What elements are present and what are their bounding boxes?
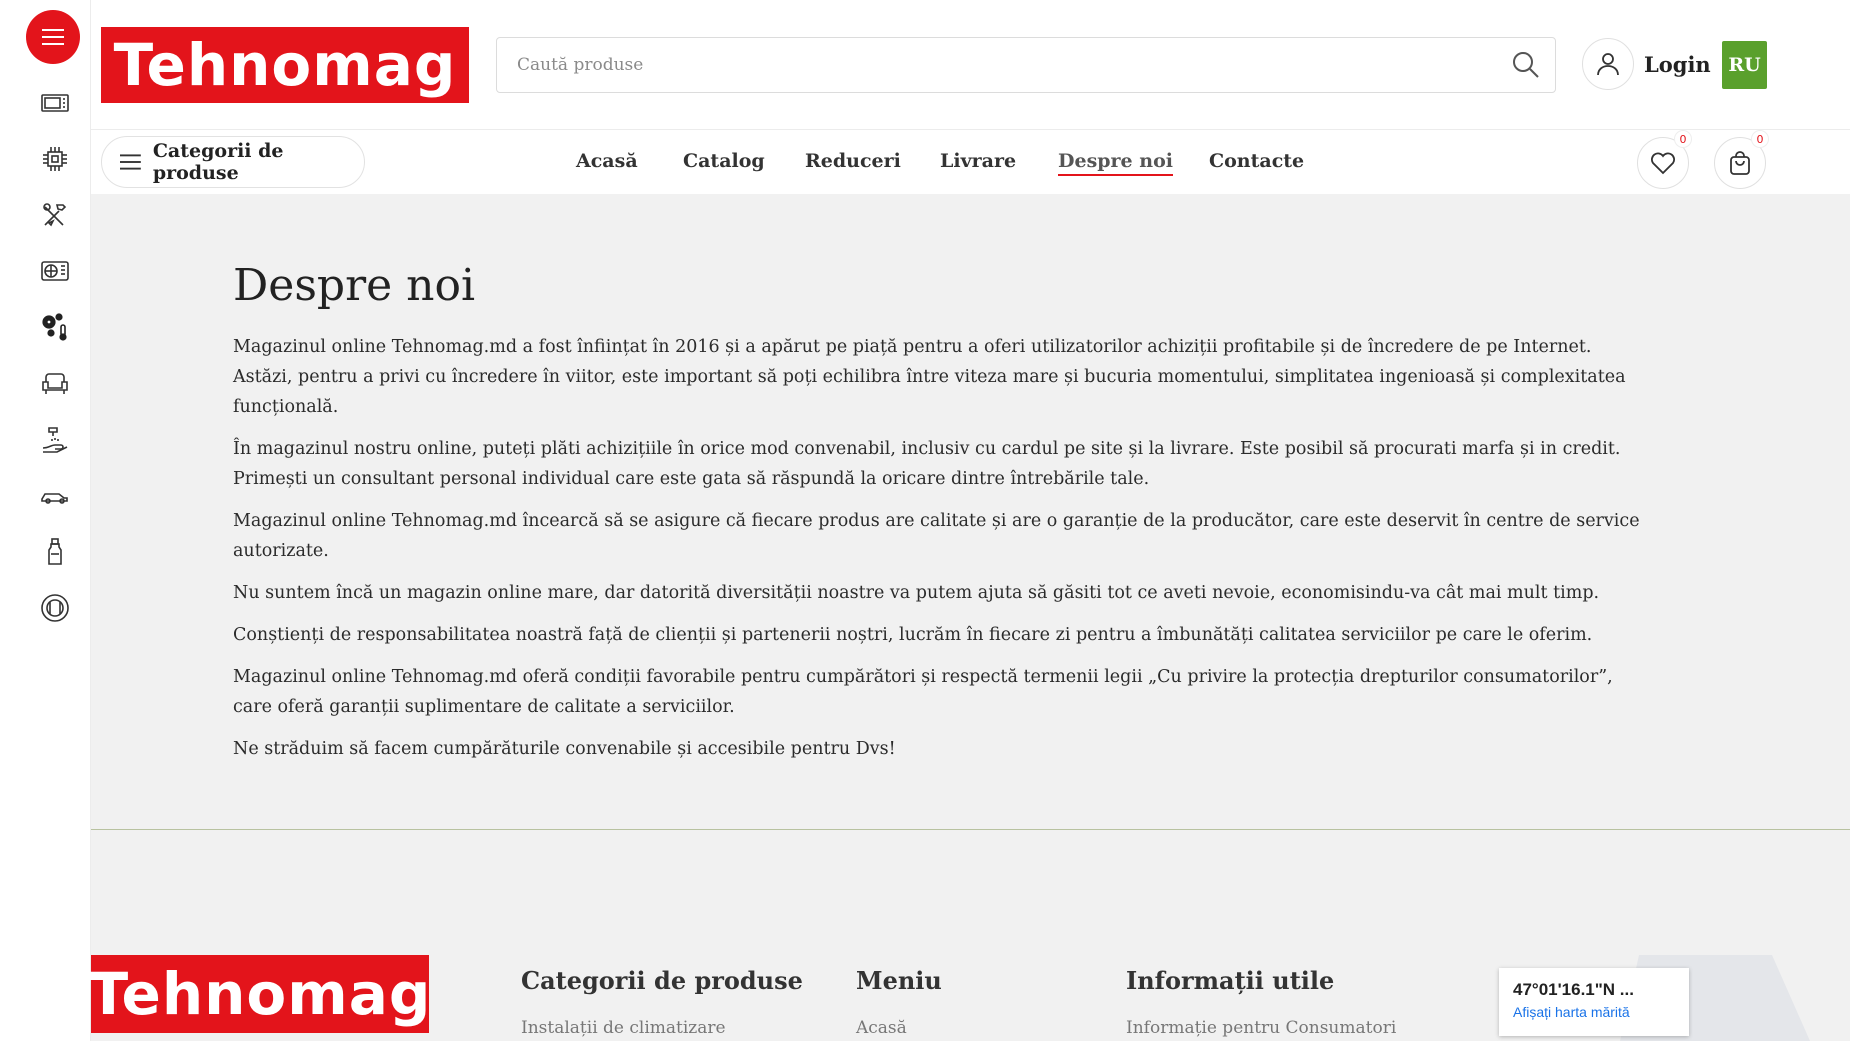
cart-button[interactable] [1714, 132, 1766, 189]
login-link[interactable]: Login [1644, 52, 1711, 77]
paragraph: În magazinul nostru online, puteți plăti achizițiile în orice mod convenabil, inclusiv cu cardul pe site și la livrare. Este posibil să procurati marfa și in credit. Primești un consultant personal individual care este gata să răspundă la oricare dintre întrebările tale. [233, 439, 1621, 489]
header-divider [91, 129, 1850, 130]
main-content [91, 194, 1850, 829]
tools-icon[interactable] [38, 198, 72, 232]
map-enlarge-link[interactable]: Afișați harta mărită [1513, 1004, 1630, 1020]
category-rail [0, 0, 91, 1041]
map-coordinates: 47°01'16.1"N ... [1513, 980, 1634, 999]
microwave-icon[interactable] [38, 86, 72, 120]
about-text [233, 332, 1653, 776]
footer-link-home[interactable]: Acasă [856, 1018, 907, 1038]
language-switch-button[interactable]: RU [1722, 41, 1767, 89]
car-icon[interactable] [38, 479, 72, 513]
site-logo[interactable] [101, 27, 469, 103]
paragraph: Magazinul online Tehnomag.md încearcă să se asigure că fiecare produs are calitate și are o garanție de la producător, care este deservit în centre de service autorizate. [233, 511, 1640, 561]
spray-bottle-icon[interactable] [38, 535, 72, 569]
cart-count-badge: 0 [1751, 130, 1769, 148]
paragraph: Conștienți de responsabilitatea noastră față de clienții și partenerii noștri, lucrăm în fiecare zi pentru a îmbunătăți calitatea serviciilor pe care le oferim. [233, 625, 1593, 645]
gears-thermometer-icon[interactable] [38, 310, 72, 344]
nav-contacts[interactable]: Contacte [1209, 150, 1305, 172]
footer-logo[interactable] [88, 955, 432, 1033]
nav-about[interactable]: Despre noi [1058, 150, 1173, 176]
list-icon [120, 153, 141, 171]
categories-label: Categorii de produse [152, 140, 284, 184]
hand-faucet-icon[interactable] [38, 423, 72, 457]
paragraph: Magazinul online Tehnomag.md oferă condiții favorabile pentru cumpărători și respectă termenii legii „Cu privire la protecția drepturilor consumatorilor”, care oferă garanții suplimentare de calitate a serviciilor. [233, 667, 1613, 717]
map-info-card [1499, 968, 1689, 1036]
footer-link-consumer-info[interactable]: Informație pentru Consumatori [1126, 1018, 1397, 1038]
categories-button[interactable] [101, 136, 365, 188]
logo-text: Tehnomag [113, 31, 457, 99]
nav-discounts[interactable]: Reduceri [805, 150, 901, 172]
heart-icon [1650, 151, 1676, 175]
user-account-button[interactable] [1582, 38, 1634, 90]
paragraph: Ne străduim să facem cumpărăturile convenabile și accesibile pentru Dvs! [233, 739, 896, 759]
footer-categories-heading: Categorii de produse [521, 966, 803, 995]
search-icon[interactable] [1511, 50, 1541, 80]
nav-home[interactable]: Acasă [576, 150, 638, 172]
nav-catalog[interactable]: Catalog [683, 150, 765, 172]
air-conditioner-icon[interactable] [38, 254, 72, 288]
search-bar [496, 37, 1556, 93]
footer-info-heading: Informații utile [1126, 966, 1335, 995]
plate-cutlery-icon[interactable] [38, 591, 72, 625]
wishlist-count-badge: 0 [1674, 130, 1692, 148]
armchair-icon[interactable] [38, 367, 72, 401]
footer-logo-text: Tehnomag [88, 960, 432, 1028]
hamburger-menu-button[interactable] [26, 10, 80, 64]
paragraph: Nu suntem încă un magazin online mare, dar datorită diversității noastre va putem ajuta să găsiti tot ce aveti nevoie, economisindu-va cât mai mult timp. [233, 583, 1600, 603]
chip-icon[interactable] [38, 142, 72, 176]
nav-delivery[interactable]: Livrare [940, 150, 1017, 172]
user-icon [1595, 51, 1621, 77]
hamburger-icon [42, 28, 64, 46]
page-title: Despre noi [233, 260, 476, 311]
paragraph: Magazinul online Tehnomag.md a fost înființat în 2016 și a apărut pe piață pentru a oferi utilizatorilor achiziții profitabile și de încredere de pe Internet. Astăzi, pentru a privi cu încredere în viitor, este important să poți echilibra între viteza mare și bucuria momentului, simplitatea ingenioasă și complexitatea funcțională. [233, 337, 1626, 417]
wishlist-button[interactable] [1637, 132, 1689, 189]
search-input[interactable] [497, 38, 1477, 92]
shopping-bag-icon [1728, 150, 1752, 176]
footer-menu-heading: Meniu [856, 966, 942, 995]
footer-link-climatizare[interactable]: Instalații de climatizare [521, 1018, 726, 1038]
